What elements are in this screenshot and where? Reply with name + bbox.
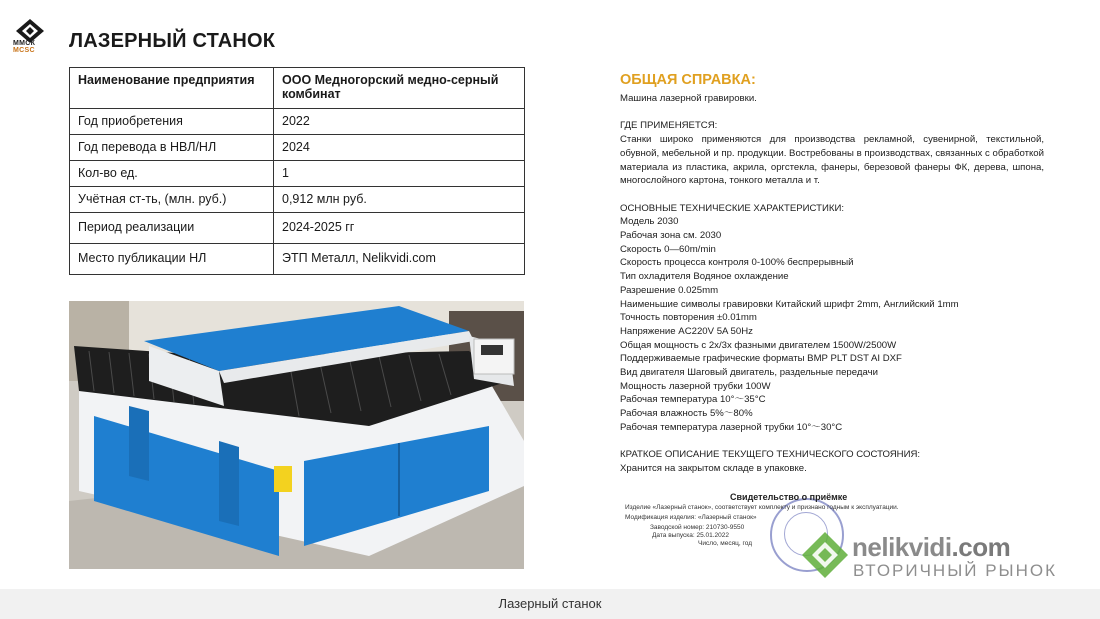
table-row — [70, 109, 525, 135]
spec-line: Рабочая температура 10°〜35°C — [620, 394, 766, 406]
table-key: Год перевода в НВЛ/НЛ — [70, 135, 274, 161]
table-row — [70, 135, 525, 161]
state-text: Хранится на закрытом складе в упаковке. — [620, 462, 807, 474]
certificate-title: Свидетельство о приёмке — [730, 492, 848, 502]
certificate-line: Заводской номер: 210730-9550 — [650, 524, 745, 531]
watermark-domain: .com — [951, 532, 1011, 562]
state-title: КРАТКОЕ ОПИСАНИЕ ТЕКУЩЕГО ТЕХНИЧЕСКОГО СОСТОЯНИЯ: — [620, 449, 921, 461]
info-table — [69, 67, 525, 275]
table-value: 2024-2025 гг — [274, 213, 525, 244]
machine-photo — [69, 301, 524, 569]
specs-title: ОСНОВНЫЕ ТЕХНИЧЕСКИЕ ХАРАКТЕРИСТИКИ: — [620, 202, 845, 214]
general-info-heading: ОБЩАЯ СПРАВКА: — [620, 72, 756, 88]
certificate-line: Модификация изделия: «Лазерный станок» — [625, 514, 757, 521]
footer-caption: Лазерный станок — [0, 589, 1100, 619]
spec-line: Наименьшие символы гравировки Китайский шрифт 2mm, Английский 1mm — [620, 298, 959, 310]
usage-text: Станки широко применяются для производства рекламной, сувенирной, текстильной, обувной, мебельной и пр. продукции. Востребованы в производствах, связанных с обработкой материала из пластика, акрила, оргстекла, фанеры, березовой фанеры ФК, дерева, шпона, многослойного картона, тонкого металла и т. — [620, 134, 1044, 187]
logo-line-1: ММСК — [13, 40, 36, 47]
spec-line: Рабочая зона см. 2030 — [620, 230, 722, 241]
watermark-brand-name: nelikvidi — [852, 532, 952, 562]
table-value: 0,912 млн руб. — [274, 187, 525, 213]
table-key: Наименование предприятия — [70, 68, 274, 109]
table-row — [70, 213, 525, 244]
table-key: Учётная ст-ть, (млн. руб.) — [70, 187, 274, 213]
spec-line: Рабочая влажность 5%〜80% — [620, 408, 753, 420]
logo-line-2: MCSC — [13, 47, 35, 54]
spec-line: Общая мощность с 2х/3х фазными двигателем 1500W/2500W — [620, 339, 897, 351]
table-key: Место публикации НЛ — [70, 244, 274, 275]
usage-title: ГДЕ ПРИМЕНЯЕТСЯ: — [620, 120, 718, 132]
spec-line: Разрешение 0.025mm — [620, 284, 719, 296]
spec-line: Тип охладителя Водяное охлаждение — [620, 271, 789, 283]
logo-text — [13, 40, 35, 54]
page-title: ЛАЗЕРНЫЙ СТАНОК — [69, 30, 276, 52]
watermark-tagline: ВТОРИЧНЫЙ РЫНОК — [853, 561, 1057, 580]
table-row — [70, 68, 525, 109]
table-value: 2022 — [274, 109, 525, 135]
spec-line: Точность повторения ±0.01mm — [620, 312, 757, 324]
table-key: Период реализации — [70, 213, 274, 244]
table-value: ЭТП Металл, Nelikvidi.com — [274, 244, 525, 275]
certificate-line: Дата выпуска: 25.01.2022 — [652, 532, 730, 539]
table-key: Год приобретения — [70, 109, 274, 135]
certificate-line: Изделие «Лазерный станок», соответствует комплекту и признано годным к эксплуатации. — [625, 504, 899, 511]
certificate-line: Число, месяц, год — [698, 540, 752, 547]
general-info — [620, 72, 1044, 476]
table-row — [70, 244, 525, 275]
spec-line: Модель 2030 — [620, 216, 679, 228]
spec-line: Скорость 0—60m/min — [620, 243, 716, 255]
nelikvidi-logo-icon — [800, 530, 850, 580]
spec-line: Напряжение AC220V 5A 50Hz — [620, 325, 753, 337]
nelikvidi-watermark — [800, 530, 1080, 585]
spec-line: Вид двигателя Шаговый двигатель, раздельные передачи — [620, 367, 878, 379]
spec-line: Рабочая температура лазерной трубки 10°〜30°C — [620, 421, 843, 433]
table-value: 2024 — [274, 135, 525, 161]
spec-line: Мощность лазерной трубки 100W — [620, 380, 771, 392]
table-key: Кол-во ед. — [70, 161, 274, 187]
watermark-brand — [852, 532, 1010, 563]
table-row — [70, 187, 525, 213]
spec-line: Скорость процесса контроля 0-100% беспрерывный — [620, 257, 854, 269]
table-value: 1 — [274, 161, 525, 187]
table-value: ООО Медногорский медно-серный комбинат — [274, 68, 525, 109]
spec-line: Поддерживаемые графические форматы BMP PLT DST AI DXF — [620, 353, 902, 365]
machine-description: Машина лазерной гравировки. — [620, 93, 757, 104]
table-row — [70, 161, 525, 187]
